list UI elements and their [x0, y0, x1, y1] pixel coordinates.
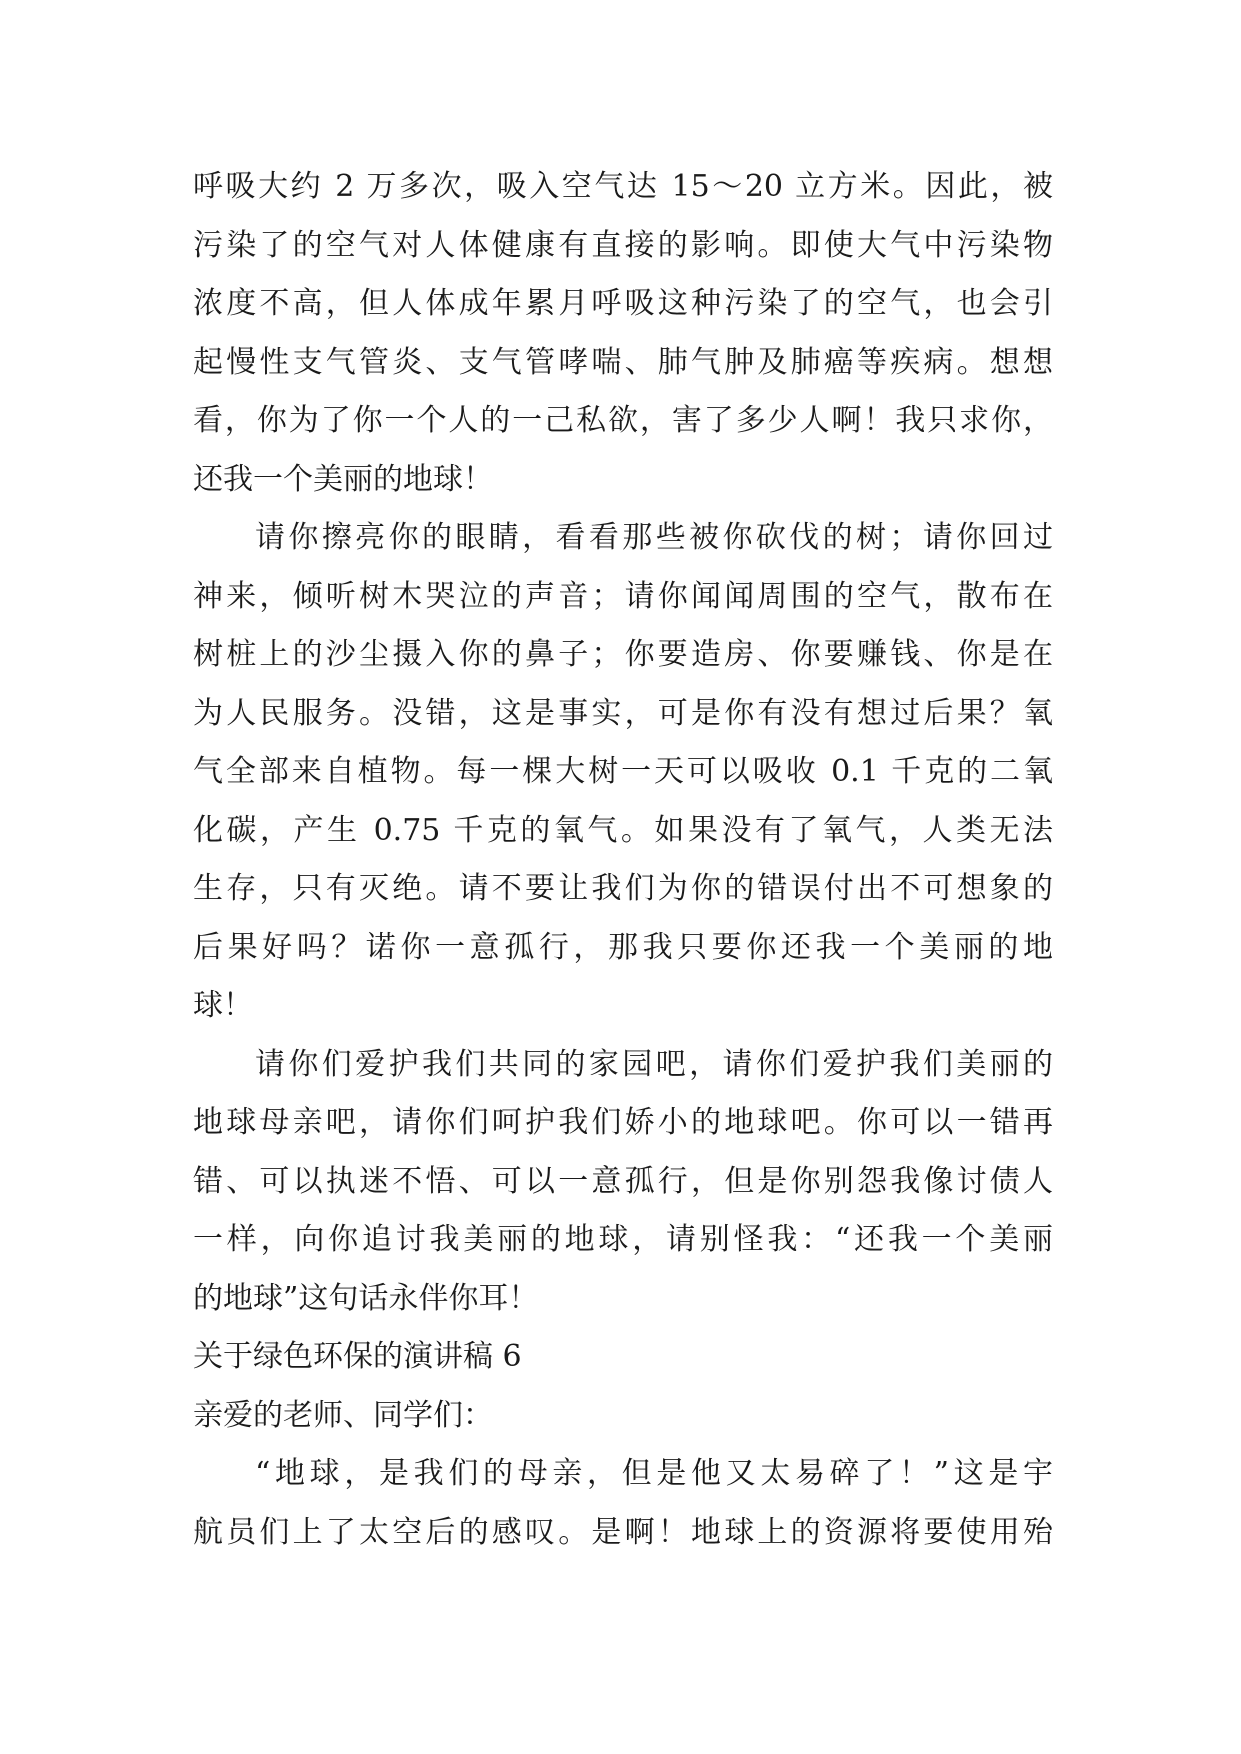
text-line: 关于绿色环保的演讲稿 6 [193, 1339, 522, 1374]
text-line: 后果好吗？诺你一意孤行，那我只要你还我一个美丽的地 [193, 929, 1053, 965]
text-line: 起慢性支气管炎、支气管哮喘、肺气肿及肺癌等疾病。想想 [193, 344, 1053, 380]
text-line: 气全部来自植物。每一棵大树一天可以吸收 0.1 千克的二氧 [193, 754, 1053, 789]
text-line: 错、可以执迷不悟、可以一意孤行，但是你别怨我像讨债人 [193, 1163, 1053, 1199]
text-line: 生存，只有灭绝。请不要让我们为你的错误付出不可想象的 [193, 871, 1053, 906]
text-line: 的地球”这句话永伴你耳！ [193, 1280, 539, 1316]
text-line: 呼吸大约 2 万多次，吸入空气达 15～20 立方米。因此，被 [193, 169, 1053, 204]
text-line: 树桩上的沙尘摄入你的鼻子；你要造房、你要赚钱、你是在 [193, 637, 1053, 672]
text-line: 浓度不高，但人体成年累月呼吸这种污染了的空气，也会引 [193, 286, 1053, 321]
text-line: 还我一个美丽的地球！ [193, 461, 493, 497]
text-line: 亲爱的老师、同学们： [193, 1397, 493, 1433]
document-page [193, 158, 1053, 1562]
text-line: 污染了的空气对人体健康有直接的影响。即使大气中污染物 [193, 227, 1053, 263]
text-line: 一样，向你追讨我美丽的地球，请别怪我：“还我一个美丽 [193, 1222, 1053, 1257]
text-line: 地球母亲吧，请你们呵护我们娇小的地球吧。你可以一错再 [193, 1105, 1053, 1140]
text-line: 看，你为了你一个人的一己私欲，害了多少人啊！我只求你， [193, 403, 1053, 438]
text-line: 球！ [193, 988, 253, 1023]
text-line: “地球，是我们的母亲，但是他又太易碎了！”这是宇 [255, 1456, 1053, 1491]
text-line: 为人民服务。没错，这是事实，可是你有没有想过后果？氧 [193, 695, 1053, 731]
text-line: 化碳，产生 0.75 千克的氧气。如果没有了氧气，人类无法 [193, 812, 1053, 848]
text-line: 请你擦亮你的眼睛，看看那些被你砍伐的树；请你回过 [255, 520, 1053, 555]
text-line: 航员们上了太空后的感叹。是啊！地球上的资源将要使用殆 [193, 1514, 1053, 1550]
text-line: 请你们爱护我们共同的家园吧，请你们爱护我们美丽的 [255, 1046, 1053, 1082]
text-line: 神来，倾听树木哭泣的声音；请你闻闻周围的空气，散布在 [193, 578, 1053, 614]
